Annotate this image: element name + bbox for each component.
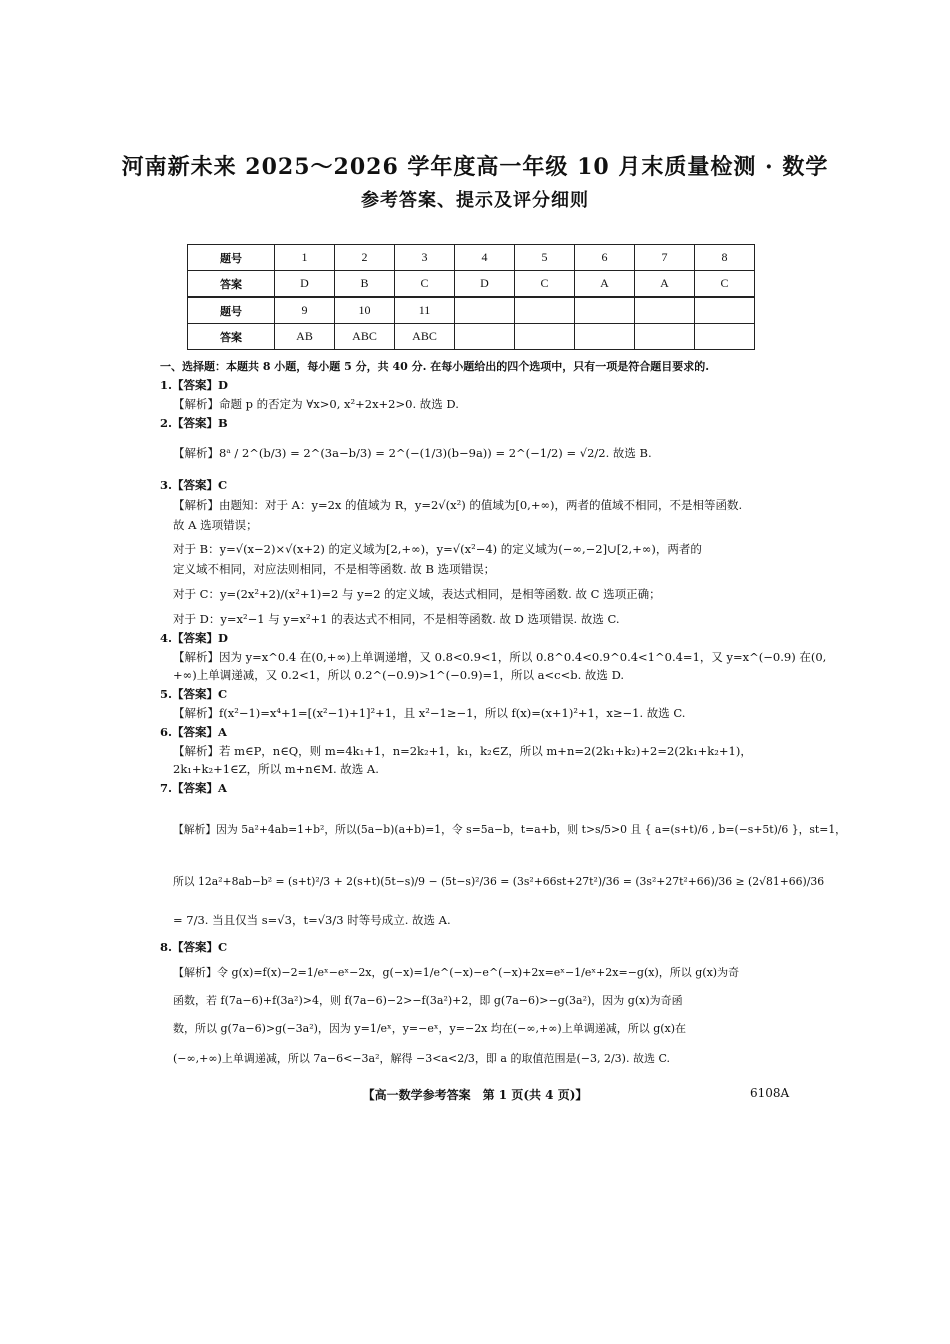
answer-head: 1.【答案】D bbox=[160, 378, 228, 392]
page-title: 河南新未来 2025～2026 学年度高一年级 10 月末质量检测 · 数学 bbox=[121, 154, 829, 180]
page-subtitle: 参考答案、提示及评分细则 bbox=[361, 190, 589, 211]
explanation-line: 2k₁+k₂+1∈Z，所以 m+n∈M. 故选 A. bbox=[173, 762, 379, 776]
row-label: 题号 bbox=[188, 245, 275, 271]
table-row: 答案 AB ABC ABC bbox=[188, 324, 755, 350]
answer-head: 3.【答案】C bbox=[160, 478, 228, 492]
page-footer: 【高一数学参考答案 第 1 页(共 4 页)】 bbox=[362, 1088, 588, 1102]
row-label: 答案 bbox=[188, 324, 275, 350]
explanation-line: 【解析】若 m∈P，n∈Q，则 m=4k₁+1，n=2k₂+1，k₁，k₂∈Z，所以 m+n=2(2k₁+k₂)+2=2(2k₁+k₂+1)， bbox=[173, 744, 752, 758]
row-label: 题号 bbox=[188, 297, 275, 324]
explanation-line: +∞)上单调递减，又 0.2<1，所以 0.2^(−0.9)>1^(−0.9)=1，所以 a<c<b. 故选 D. bbox=[173, 668, 625, 682]
explanation-line: 函数，若 f(7a−6)+f(3a²)>4，则 f(7a−6)−2>−f(3a²)+2，即 g(7a−6)>−g(3a²)，因为 g(x)为奇函 bbox=[173, 994, 683, 1007]
answer-head: 4.【答案】D bbox=[160, 631, 228, 645]
explanation-line: 对于 D：y=x²−1 与 y=x²+1 的表达式不相同，不是相等函数. 故 D 选项错误. 故选 C. bbox=[173, 612, 620, 626]
explanation-line: 【解析】因为 5a²+4ab=1+b²，所以(5a−b)(a+b)=1，令 s=5a−b，t=a+b，则 t>s/5>0 且 { a=(s+t)/6 , b=(−s+5t)/6 }，st=1， bbox=[173, 823, 846, 836]
answer-table bbox=[187, 244, 755, 350]
explanation-line: = 7/3. 当且仅当 s=√3，t=√3/3 时等号成立. 故选 A. bbox=[173, 913, 451, 927]
answer-head: 2.【答案】B bbox=[160, 416, 228, 430]
explanation-line: 定义域不相同，对应法则相同，不是相等函数. 故 B 选项错误； bbox=[173, 562, 496, 576]
section-heading: 一、选择题：本题共 8 小题，每小题 5 分，共 40 分. 在每小题给出的四个选项中，只有一项是符合题目要求的. bbox=[160, 360, 710, 373]
explanation-line: 【解析】8ᵃ / 2^(b/3) = 2^(3a−b/3) = 2^(−(1/3)(b−9a)) = 2^(−1/2) = √2/2. 故选 B. bbox=[173, 446, 652, 460]
explanation-line: 【解析】令 g(x)=f(x)−2=1/eˣ−eˣ−2x，g(−x)=1/e^(−x)−e^(−x)+2x=eˣ−1/eˣ+2x=−g(x)，所以 g(x)为奇 bbox=[173, 966, 740, 979]
answer-head: 5.【答案】C bbox=[160, 687, 228, 701]
answer-head: 8.【答案】C bbox=[160, 940, 228, 954]
explanation-line: 【解析】f(x²−1)=x⁴+1=[(x²−1)+1]²+1，且 x²−1≥−1，所以 f(x)=(x+1)²+1，x≥−1. 故选 C. bbox=[173, 706, 686, 720]
explanation-line: 【解析】由题知：对于 A：y=2x 的值域为 R，y=2√(x²) 的值域为[0,+∞)，两者的值域不相同，不是相等函数. bbox=[173, 498, 743, 512]
document-code: 6108A bbox=[750, 1086, 790, 1100]
explanation-line: 故 A 选项错误； bbox=[173, 518, 258, 532]
table-row: 答案 D B C D C A A C bbox=[188, 271, 755, 298]
explanation-line: 【解析】命题 p 的否定为 ∀x>0, x²+2x+2>0. 故选 D. bbox=[173, 397, 459, 411]
explanation-line: 对于 C：y=(2x²+2)/(x²+1)=2 与 y=2 的定义域，表达式相同，是相等函数. 故 C 选项正确； bbox=[173, 587, 661, 601]
table-row: 题号 9 10 11 bbox=[188, 297, 755, 324]
row-label: 答案 bbox=[188, 271, 275, 298]
answer-head: 7.【答案】A bbox=[160, 781, 227, 795]
explanation-line: 对于 B：y=√(x−2)×√(x+2) 的定义域为[2,+∞)，y=√(x²−4) 的定义域为(−∞,−2]∪[2,+∞)，两者的 bbox=[173, 542, 702, 556]
explanation-line: 数，所以 g(7a−6)>g(−3a²)，因为 y=1/eˣ，y=−eˣ，y=−2x 均在(−∞,+∞)上单调递减，所以 g(x)在 bbox=[173, 1022, 687, 1035]
explanation-line: 所以 12a²+8ab−b² = (s+t)²/3 + 2(s+t)(5t−s)/9 − (5t−s)²/36 = (3s²+66st+27t²)/36 = (3s²+27t²+66)/36 ≥ (2√81+66)/36 bbox=[173, 875, 825, 888]
explanation-line: (−∞,+∞)上单调递减，所以 7a−6<−3a²，解得 −3<a<2/3，即 a 的取值范围是(−3, 2/3). 故选 C. bbox=[173, 1052, 670, 1065]
table-row: 题号 1 2 3 4 5 6 7 8 bbox=[188, 245, 755, 271]
explanation-line: 【解析】因为 y=x^0.4 在(0,+∞)上单调递增，又 0.8<0.9<1，所以 0.8^0.4<0.9^0.4<1^0.4=1，又 y=x^(−0.9) 在(0, bbox=[173, 650, 827, 664]
answer-head: 6.【答案】A bbox=[160, 725, 227, 739]
